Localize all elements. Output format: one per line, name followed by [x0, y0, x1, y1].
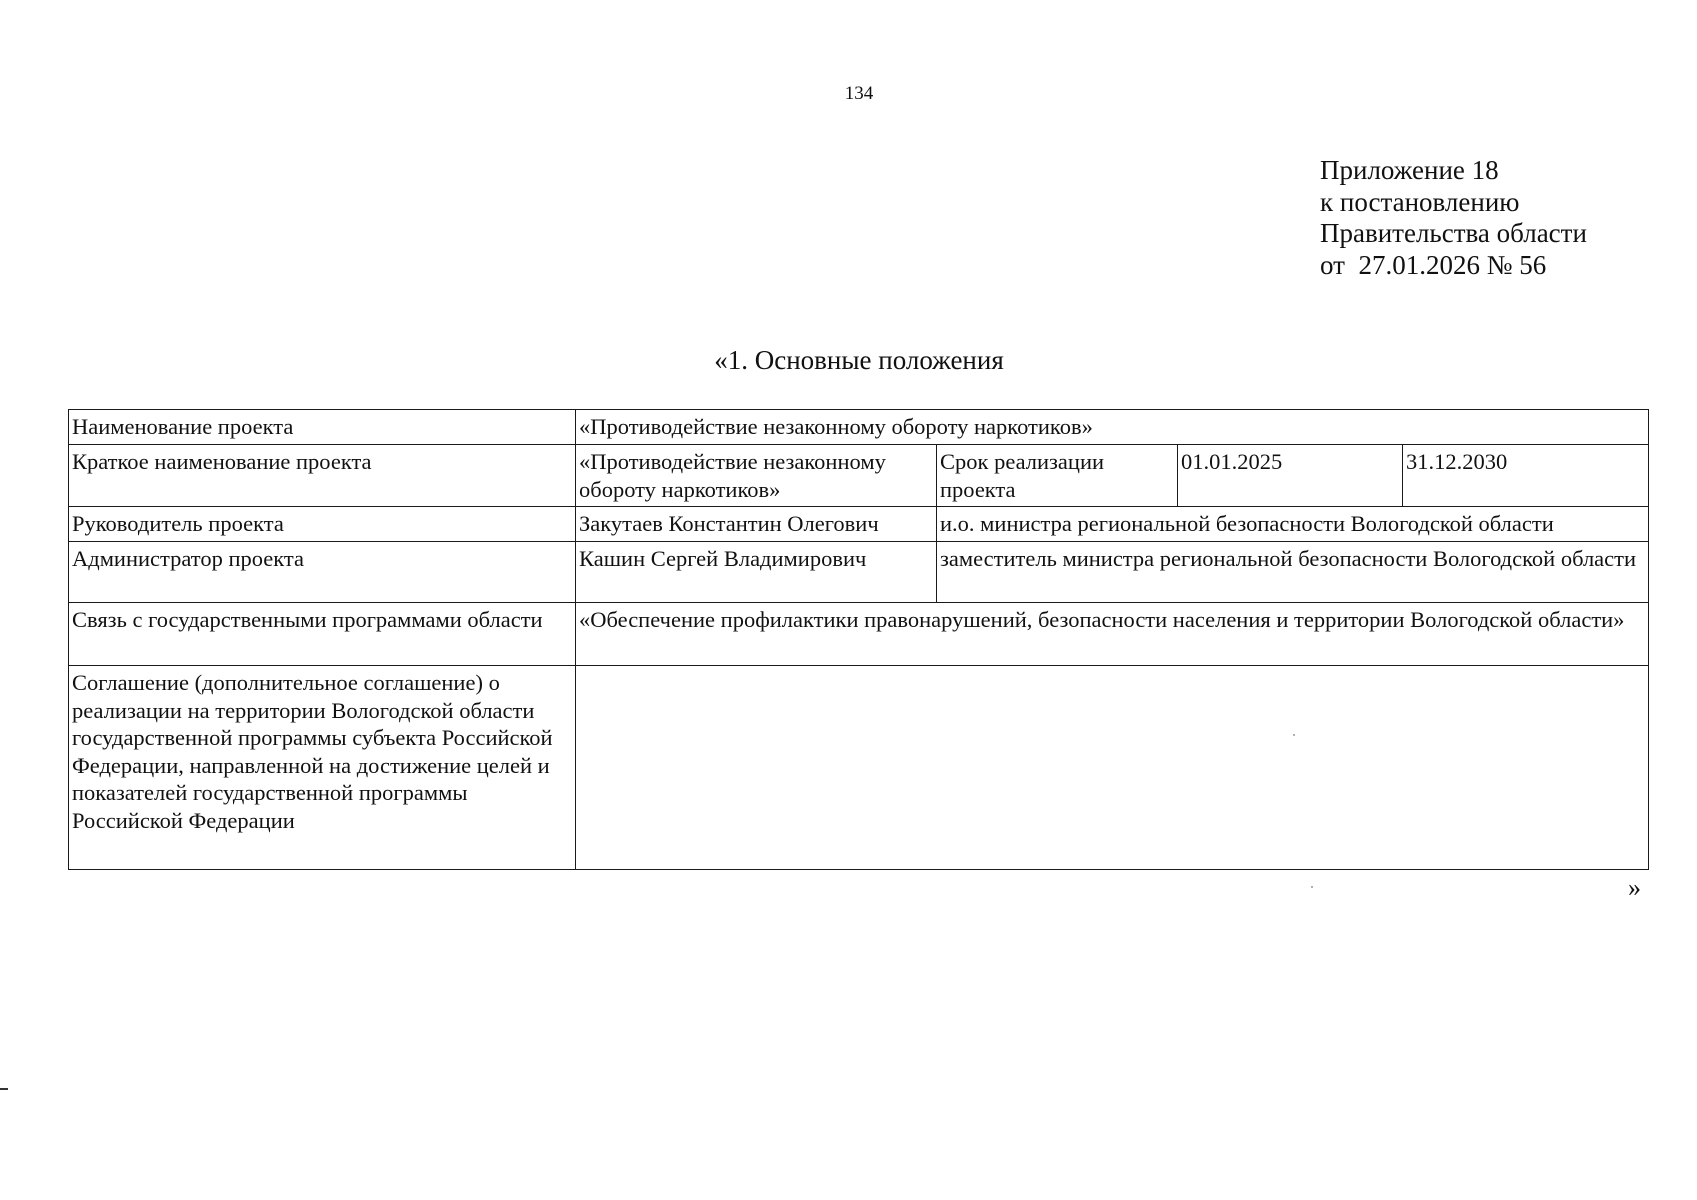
- programs-value: «Обеспечение профилактики правонарушений, безопасности населения и территории Вологодской области»: [576, 603, 1649, 666]
- admin-name: Кашин Сергей Владимирович: [576, 542, 937, 603]
- project-name-label: Наименование проекта: [69, 410, 576, 445]
- appendix-line-1: Приложение 18: [1320, 155, 1499, 185]
- term-label: Срок реализации проекта: [937, 445, 1178, 507]
- table-row: [69, 542, 1649, 603]
- short-name-label: Краткое наименование проекта: [69, 445, 576, 507]
- table-row: [69, 666, 1649, 870]
- appendix-line-2: к постановлению: [1320, 186, 1520, 217]
- table-row: [69, 507, 1649, 542]
- admin-label: Администратор проекта: [69, 542, 576, 603]
- short-name-value: «Противодействие незаконному обороту наркотиков»: [576, 445, 937, 507]
- appendix-line-3: Правительства области: [1320, 218, 1587, 248]
- closing-quote: »: [1628, 873, 1641, 902]
- section-title: «1. Основные положения: [714, 345, 1004, 375]
- leader-name: Закутаев Константин Олегович: [576, 507, 937, 542]
- agreement-value: [576, 666, 1649, 870]
- project-info-table: [68, 409, 1649, 870]
- programs-label: Связь с государственными программами области: [69, 603, 576, 666]
- project-name-value: «Противодействие незаконному обороту наркотиков»: [576, 410, 1649, 445]
- scan-speck: [1311, 886, 1313, 888]
- table-row: [69, 410, 1649, 445]
- agreement-label: Соглашение (дополнительное соглашение) о реализации на территории Вологодской области государственной программы субъекта Российской Федерации, направленной на достижение целей и показателей государственной программы Российской Федерации: [69, 666, 576, 870]
- term-end: 31.12.2030: [1403, 445, 1649, 507]
- leader-label: Руководитель проекта: [69, 507, 576, 542]
- appendix-header: [1320, 155, 1587, 281]
- leader-position: и.о. министра региональной безопасности Вологодской области: [937, 507, 1649, 542]
- admin-position: заместитель министра региональной безопасности Вологодской области: [937, 542, 1649, 603]
- term-start: 01.01.2025: [1178, 445, 1403, 507]
- page-number: 134: [844, 83, 874, 104]
- scan-edge-mark: [0, 1088, 8, 1090]
- table-row: [69, 445, 1649, 507]
- appendix-line-4: от 27.01.2026 № 56: [1320, 249, 1547, 280]
- table-row: [69, 603, 1649, 666]
- scan-speck: [1293, 734, 1295, 736]
